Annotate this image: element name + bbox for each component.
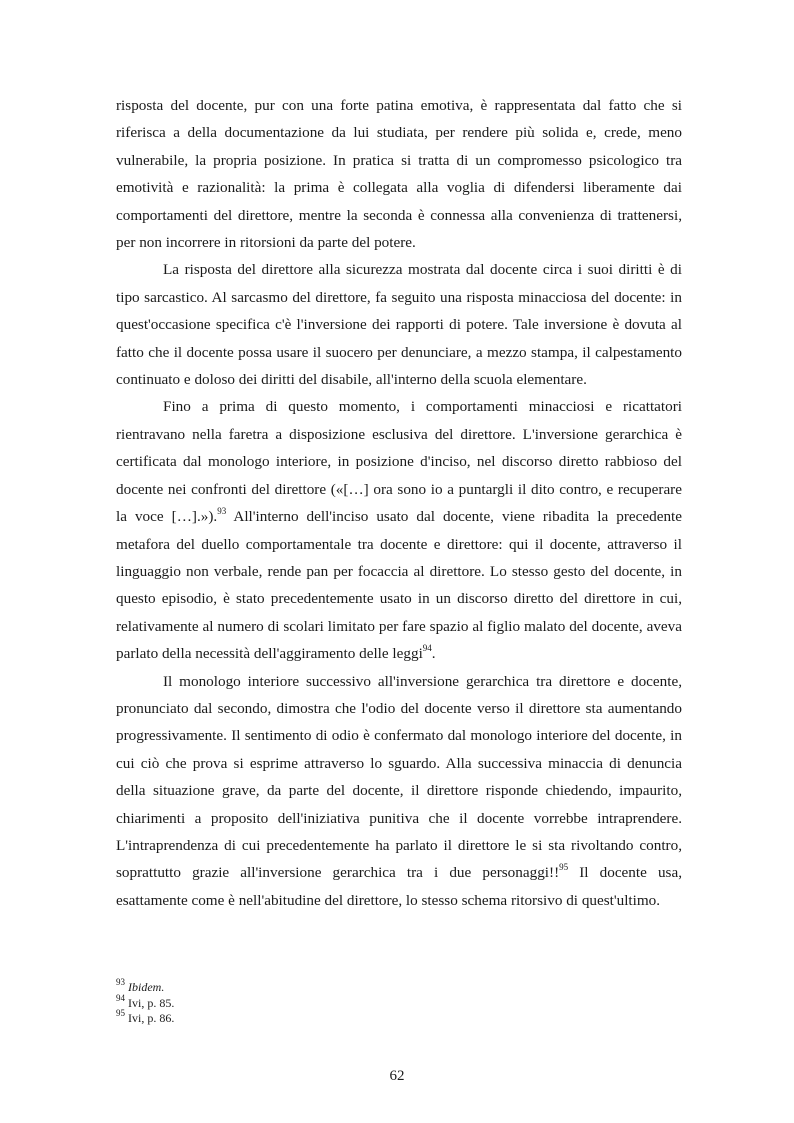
paragraph-text: . — [431, 645, 436, 663]
paragraph — [116, 92, 682, 256]
body-text — [116, 92, 682, 914]
page-number: 62 — [389, 1068, 405, 1084]
paragraph — [116, 256, 682, 393]
paragraph-text: Il docente usa, esattamente come è nell'abitudine del direttore, lo stesso schema ritorsivo di quest'ultimo. — [116, 864, 683, 909]
footnote-number: 94 — [116, 992, 125, 1003]
footnote-reference: 95 — [559, 862, 569, 873]
footnote-text: Ibidem. — [128, 980, 165, 994]
footnote-text: Ivi, p. 85. — [128, 995, 175, 1010]
paragraph-text: Il monologo interiore successivo all'inversione gerarchica tra direttore e docente, pronunciato dal secondo, dimostra che l'odio del docente verso il direttore sta aumentando progressivamente. Il sentimento di odio è confermato dal monologo interiore del docente, in cui ciò che prova si esprime attraverso lo sguardo. Alla successiva minaccia di denuncia della situazione grave, da parte del docente, il direttore risponde chiedendo, impaurito, chiarimenti a proposito dell'iniziativa punitiva che il docente vorrebbe intraprendere. L'intraprendenza di cui precedentemente ha parlato il direttore le si sta rivoltando contro, soprattutto grazie all'inversione gerarchica tra i due personaggi!! — [116, 672, 682, 882]
paragraph-text: Fino a prima di questo momento, i comportamenti minacciosi e ricattatori rientravano nella faretra a disposizione esclusiva del direttore. L'inversione gerarchica è certificata dal monologo interiore, in posizione d'inciso, nel discorso diretto rabbioso del docente nei confronti del direttore («[…] ora sono io a puntargli il dito contro, e recuperare la voce […].»). — [116, 398, 682, 526]
footnote-number: 95 — [116, 1008, 125, 1018]
paragraph-text: All'interno dell'inciso usato dal docente, viene ribadita la precedente metafora del duello comportamentale tra docente e direttore: qui il docente, attraverso il linguaggio non verbale, rende pan per focaccia al direttore. Lo stesso gesto del docente, in questo episodio, è stato precedentemente usato in un discorso diretto del direttore in cui, relativamente al numero di scolari limitato per fare spazio al figlio malato del docente, aveva parlato della necessità dell'aggiramento delle leggi — [116, 508, 682, 663]
footnote-number: 93 — [116, 977, 125, 987]
paragraph-text: risposta del docente, pur con una forte patina emotiva, è rappresentata dal fatto che si riferisca a della documentazione da lui studiata, per rendere più solida e, crede, meno vulnerabile, la propria posizione. In pratica si tratta di un compromesso psicologico tra emotività e razionalità: la prima è collegata alla voglia di difendersi liberamente dai comportamenti del direttore, mentre la seconda è connessa alla convenienza di trattenersi, per non incorrere in ritorsioni da parte del potere. — [116, 97, 682, 252]
footnote-text: Ivi, p. 86. — [128, 1011, 175, 1025]
footnote-reference: 94 — [422, 643, 432, 654]
footnotes — [116, 977, 682, 1027]
paragraph-text: La risposta del direttore alla sicurezza mostrata dal docente circa i suoi diritti è di tipo sarcastico. Al sarcasmo del direttore, fa seguito una risposta minacciosa del docente: in quest'occasione specifica c'è l'inversione dei rapporti di potere. Tale inversione è dovuta al fatto che il docente possa usare il suocero per denunciare, a mezzo stampa, il calpestamento continuato e doloso dei diritti del disabile, all'interno della scuola elementare. — [116, 261, 682, 389]
footnote — [116, 992, 682, 1012]
footnote — [116, 977, 682, 996]
footnote — [116, 1008, 682, 1027]
footnote-reference: 93 — [217, 506, 227, 517]
paragraph — [116, 668, 682, 915]
paragraph — [116, 393, 682, 667]
